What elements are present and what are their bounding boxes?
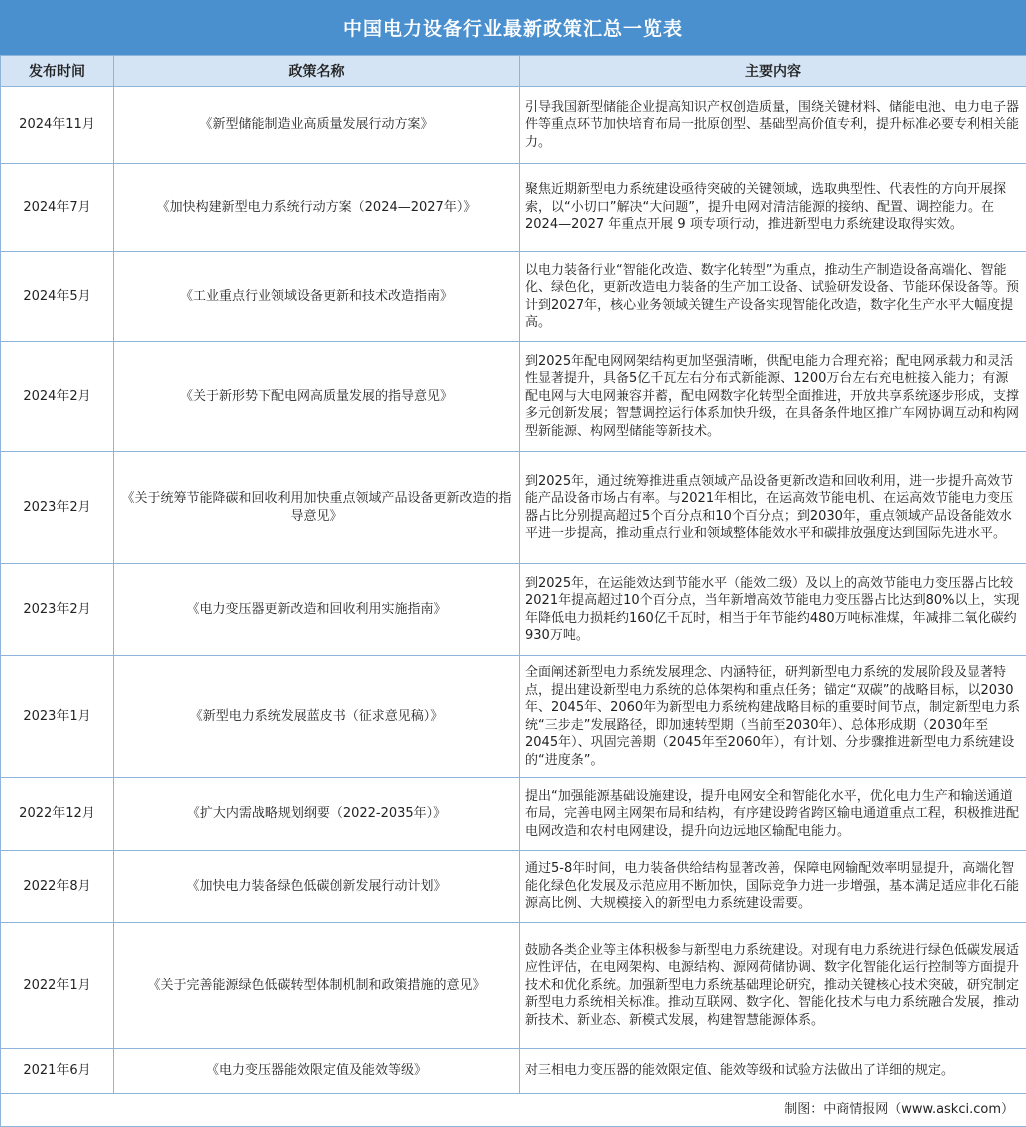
row-content: 通过5-8年时间，电力装备供给结构显著改善，保障电网输配效率明显提升，高端化智能化绿色化发展及示范应用不断加快，国际竞争力进一步增强，基本满足适应非化石能源高比例、大规模接入的新型电力系统建设需要。 [520, 851, 1026, 923]
table-title: 中国电力设备行业最新政策汇总一览表 [0, 0, 1026, 55]
row-policy-name: 《加快电力装备绿色低碳创新发展行动计划》 [114, 851, 520, 923]
policy-table [0, 55, 1026, 1127]
row-content: 对三相电力变压器的能效限定值、能效等级和试验方法做出了详细的规定。 [520, 1049, 1026, 1094]
header-date: 发布时间 [1, 56, 114, 87]
row-date: 2024年2月 [1, 342, 114, 452]
row-content: 聚焦近期新型电力系统建设亟待突破的关键领域，选取典型性、代表性的方向开展探索，以“小切口”解决“大问题”，提升电网对清洁能源的接纳、配置、调控能力。在2024—2027 年重点开展 9 项专项行动，推进新型电力系统建设取得实效。 [520, 164, 1026, 252]
table-row [1, 1049, 1026, 1094]
row-policy-name: 《工业重点行业领域设备更新和技术改造指南》 [114, 252, 520, 342]
row-date: 2022年1月 [1, 923, 114, 1049]
footer-row [1, 1094, 1026, 1127]
row-date: 2022年8月 [1, 851, 114, 923]
row-content: 引导我国新型储能企业提高知识产权创造质量，围绕关键材料、储能电池、电力电子器件等重点环节加快培育布局一批原创型、基础型高价值专利，提升标准必要专利相关能力。 [520, 87, 1026, 164]
row-policy-name: 《关于统筹节能降碳和回收利用加快重点领域产品设备更新改造的指导意见》 [114, 452, 520, 564]
row-date: 2023年1月 [1, 656, 114, 778]
row-policy-name: 《关于新形势下配电网高质量发展的指导意见》 [114, 342, 520, 452]
table-row [1, 252, 1026, 342]
row-date: 2021年6月 [1, 1049, 114, 1094]
row-policy-name: 《电力变压器更新改造和回收利用实施指南》 [114, 564, 520, 656]
table-row [1, 342, 1026, 452]
row-content: 到2025年，在运能效达到节能水平（能效二级）及以上的高效节能电力变压器占比较2021年提高超过10个百分点，当年新增高效节能电力变压器占比达到80%以上，实现年降低电力损耗约160亿千瓦时，相当于年节能约480万吨标准煤，年减排二氧化碳约930万吨。 [520, 564, 1026, 656]
row-content: 到2025年，通过统筹推进重点领域产品设备更新改造和回收利用，进一步提升高效节能产品设备市场占有率。与2021年相比，在运高效节能电机、在运高效节能电力变压器占比分别提高超过5个百分点和10个百分点；到2030年，重点领域产品设备能效水平进一步提高，推动重点行业和领域整体能效水平和碳排放强度达到国际先进水平。 [520, 452, 1026, 564]
source-credit: 制图：中商情报网（www.askci.com） [1, 1094, 1026, 1127]
row-date: 2024年11月 [1, 87, 114, 164]
row-date: 2024年5月 [1, 252, 114, 342]
table-row [1, 564, 1026, 656]
table-row [1, 164, 1026, 252]
row-policy-name: 《关于完善能源绿色低碳转型体制机制和政策措施的意见》 [114, 923, 520, 1049]
table-row [1, 452, 1026, 564]
row-date: 2024年7月 [1, 164, 114, 252]
row-content: 全面阐述新型电力系统发展理念、内涵特征，研判新型电力系统的发展阶段及显著特点，提出建设新型电力系统的总体架构和重点任务；锚定“双碳”的战略目标，以2030年、2045年、2060年为新型电力系统构建战略目标的重要时间节点，制定新型电力系统“三步走”发展路径，即加速转型期（当前至2030年）、总体形成期（2030年至2045年）、巩固完善期（2045年至2060年），有计划、分步骤推进新型电力系统建设的“进度条”。 [520, 656, 1026, 778]
row-content: 提出“加强能源基础设施建设，提升电网安全和智能化水平，优化电力生产和输送通道布局，完善电网主网架布局和结构，有序建设跨省跨区输电通道重点工程，积极推进配电网改造和农村电网建设，提升向边远地区输配电能力。 [520, 778, 1026, 851]
row-content: 以电力装备行业“智能化改造、数字化转型”为重点，推动生产制造设备高端化、智能化、绿色化，更新改造电力装备的生产加工设备、试验研发设备、节能环保设备等。预计到2027年，核心业务领域关键生产设备实现智能化改造，数字化生产水平大幅度提高。 [520, 252, 1026, 342]
row-policy-name: 《新型储能制造业高质量发展行动方案》 [114, 87, 520, 164]
row-date: 2022年12月 [1, 778, 114, 851]
table-row [1, 923, 1026, 1049]
row-policy-name: 《扩大内需战略规划纲要（2022-2035年）》 [114, 778, 520, 851]
row-policy-name: 《加快构建新型电力系统行动方案（2024—2027年）》 [114, 164, 520, 252]
header-row [1, 56, 1026, 87]
row-content: 到2025年配电网网架结构更加坚强清晰，供配电能力合理充裕；配电网承载力和灵活性显著提升，具备5亿千瓦左右分布式新能源、1200万台左右充电桩接入能力；有源配电网与大电网兼容并蓄，配电网数字化转型全面推进，开放共享系统逐步形成，支撑多元创新发展；智慧调控运行体系加快升级，在具备条件地区推广车网协调互动和构网型新能源、构网型储能等新技术。 [520, 342, 1026, 452]
table-row [1, 778, 1026, 851]
row-date: 2023年2月 [1, 452, 114, 564]
row-policy-name: 《电力变压器能效限定值及能效等级》 [114, 1049, 520, 1094]
row-date: 2023年2月 [1, 564, 114, 656]
row-content: 鼓励各类企业等主体积极参与新型电力系统建设。对现有电力系统进行绿色低碳发展适应性评估，在电网架构、电源结构、源网荷储协调、数字化智能化运行控制等方面提升技术和优化系统。加强新型电力系统基础理论研究，推动关键核心技术突破，研究制定新型电力系统相关标准。推动互联网、数字化、智能化技术与电力系统融合发展，推动新技术、新业态、新模式发展，构建智慧能源体系。 [520, 923, 1026, 1049]
table-row [1, 851, 1026, 923]
header-policy-name: 政策名称 [114, 56, 520, 87]
table-row [1, 87, 1026, 164]
row-policy-name: 《新型电力系统发展蓝皮书（征求意见稿）》 [114, 656, 520, 778]
header-content: 主要内容 [520, 56, 1026, 87]
table-row [1, 656, 1026, 778]
